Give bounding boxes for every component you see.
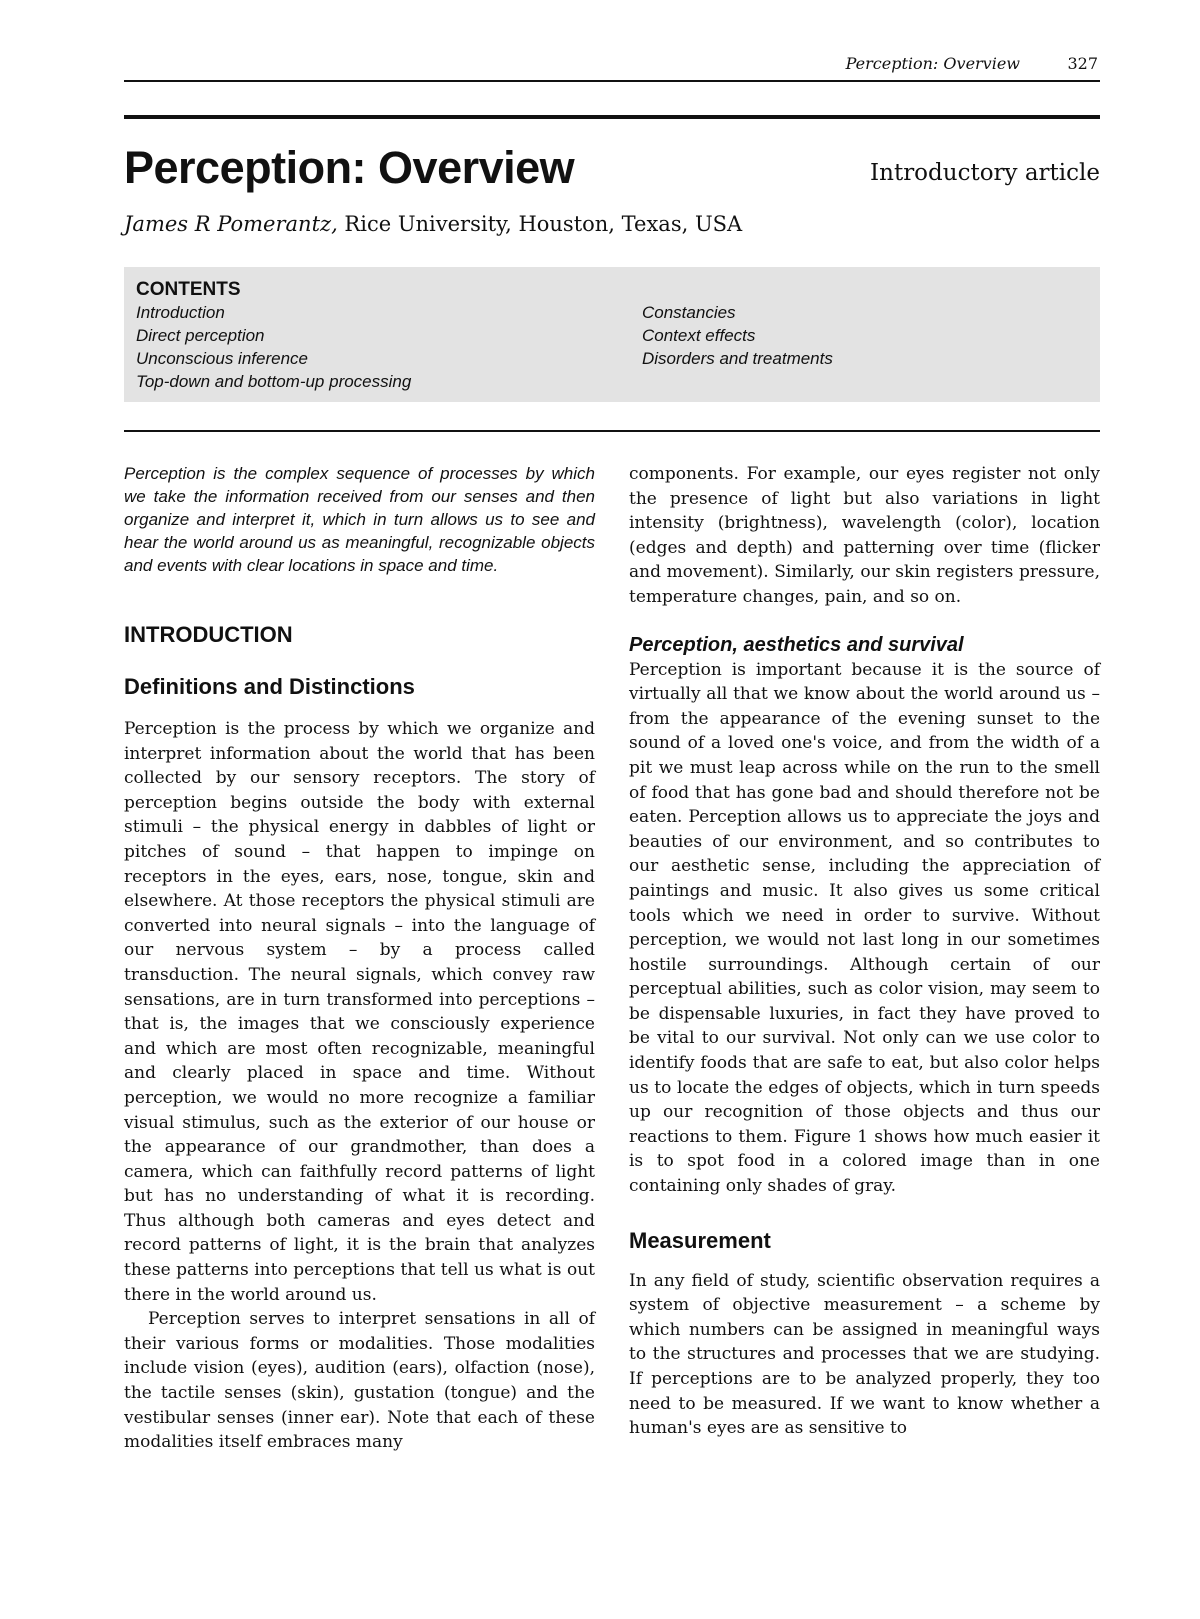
measurement-paragraph: In any field of study, scientific observation requires a system of objective measurement – a scheme by which numbers can be assigned in meaningful ways to the structures and processes that we are studying. If perceptions are to be analyzed properly, they too need to be measured. If we want to know whether a human's eyes are as sensitive to [629,1270,1100,1439]
contents-item[interactable]: Constancies [642,303,736,322]
aesthetics-paragraph: Perception is important because it is the source of virtually all that we know about the world around us – from the appearance of the evening sunset to the sound of a loved one's voice, and from the width of a pit we must leap across while on the run to the smell of food that has gone bad and should therefore not be eaten. Perception allows us to appreciate the joys and beauties of our environment, and so contributes to our aesthetic sense, including the appreciation of paintings and music. It also gives us some critical tools which we need in order to survive. Without perception, we would not last long in our sometimes hostile surroundings. Although certain of our perceptual abilities, such as color vision, may seem to be dispensable luxuries, in fact they have proved to be vital to our survival. Not only can we use color to identify foods that are safe to eat, but also color helps us to locate the edges of objects, which in turn speeds up our recognition of those objects and thus our reactions to them. Figure 1 shows how much easier it is to spot food in a colored image than in one containing only shades of gray. [629,659,1100,1197]
introduction-heading: INTRODUCTION [124,622,293,647]
contents-item[interactable]: Context effects [642,326,756,345]
author-name: James R Pomerantz, [124,212,338,236]
contents-item[interactable]: Introduction [136,303,225,322]
contents-list-right [642,301,833,370]
title-rule [124,115,1100,119]
right-column [629,462,1100,1441]
author-affiliation: Rice University, Houston, Texas, USA [337,212,743,236]
continued-paragraph: components. For example, our eyes register not only the presence of light but also variations in light intensity (brightness), wavelength (color), location (edges and depth) and patterning over time (flicker and movement). Similarly, our skin registers pressure, temperature changes, pain, and so on. [629,464,1100,607]
contents-item[interactable]: Direct perception [136,326,265,345]
aesthetics-heading: Perception, aesthetics and survival [629,633,964,656]
contents-item[interactable]: Top-down and bottom-up processing [136,372,412,391]
definitions-paragraph-2: Perception serves to interpret sensations in all of their various forms or modalities. Those modalities include vision (eyes), audition (ears), olfaction (nose), the tactile senses (skin), gustation (tongue) and the vestibular senses (inner ear). Note that each of these modalities itself embraces many [124,1309,595,1453]
contents-list-left [136,301,411,393]
section-rule [124,430,1100,432]
article-title: Perception: Overview [124,142,575,193]
contents-box [124,267,1100,402]
definitions-paragraph-1: Perception is the process by which we organize and interpret information about the world that has been collected by our sensory receptors. The story of perception begins outside the body with external stimuli – the physical energy in dabbles of light or pitches of sound – that happen to impinge on receptors in the eyes, ears, nose, tongue, skin and elsewhere. At those receptors the physical stimuli are converted into neural signals – into the language of our nervous system – by a process called transduction. The neural signals, which convey raw sensations, are in turn transformed into perceptions – that is, the images that we consciously experience and which are most often recognizable, meaningful and clearly placed in space and time. Without perception, we would no more recognize a familiar visual stimulus, such as the exterior of our house or the appearance of our grandmother, than does a camera, which can faithfully record patterns of light but has no understanding of what it is recording. Thus although both cameras and eyes detect and record patterns of light, it is the brain that analyzes these patterns into perceptions that tell us what is out there in the world around us. [124,719,595,1305]
page-number: 327 [1067,54,1098,73]
definitions-heading: Definitions and Distinctions [124,674,415,699]
author-line [124,212,742,236]
contents-item[interactable]: Disorders and treatments [642,349,833,368]
measurement-heading: Measurement [629,1227,771,1253]
abstract: Perception is the complex sequence of processes by which we take the information received from our senses and then organize and interpret it, which in turn allows us to see and hear the world around us as meaningful, recognizable objects and events with clear locations in space and time. [124,464,595,575]
running-header [124,52,1100,82]
contents-item[interactable]: Unconscious inference [136,349,308,368]
article-type: Introductory article [870,160,1100,186]
left-column [124,462,595,1455]
running-header-title: Perception: Overview [845,54,1020,73]
contents-heading: CONTENTS [136,279,241,300]
